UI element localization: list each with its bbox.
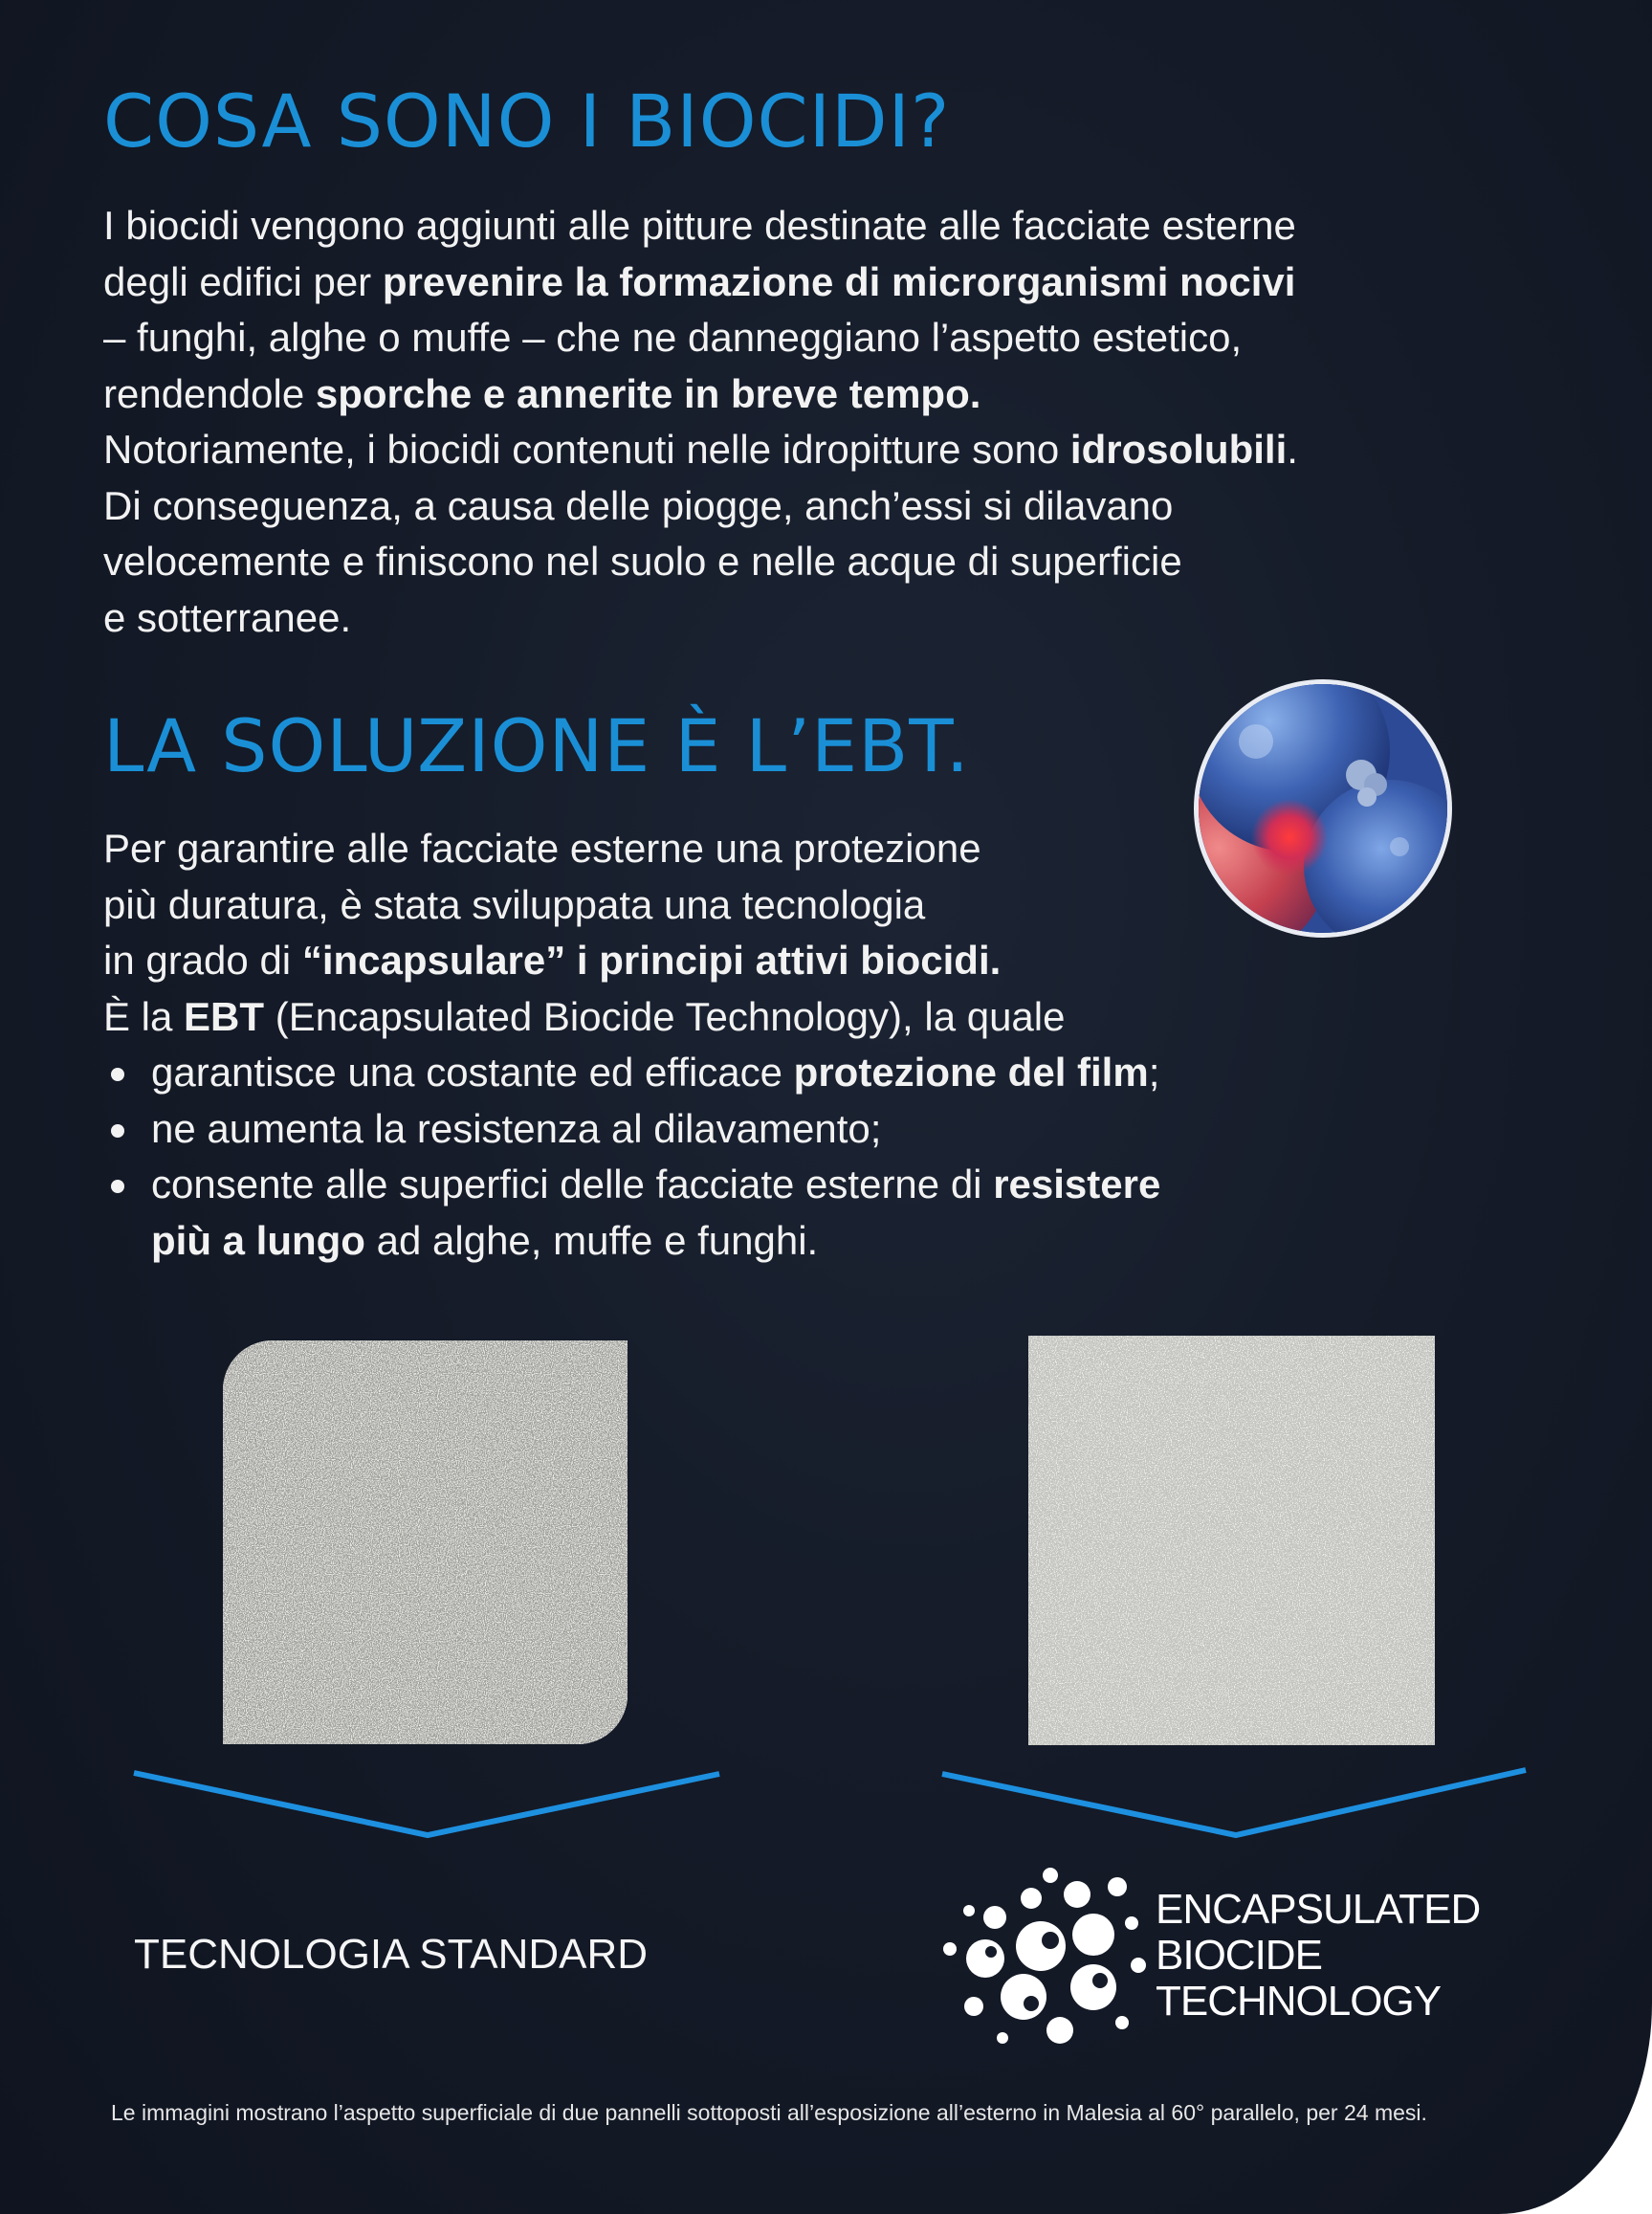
text-segment: e sotterranee. (103, 594, 352, 640)
bullet-item (103, 1045, 1567, 1101)
text-line (103, 590, 1567, 647)
ebt-logo-text (1156, 1887, 1480, 2025)
text-segment: velocemente e finiscono nel suolo e nelle acque di superficie (103, 539, 1182, 584)
ebt-logo-line: TECHNOLOGY (1156, 1978, 1442, 2025)
text-line (103, 534, 1567, 590)
bold-text: EBT (184, 993, 265, 1039)
text-segment: rendendole (103, 370, 316, 416)
bullet-line (151, 1157, 1567, 1213)
label-standard-technology: TECNOLOGIA STANDARD (134, 1931, 649, 1978)
chevron-right-line (942, 1770, 1526, 1835)
ebt-logo-line: ENCAPSULATED (1156, 1886, 1481, 1933)
bold-text: prevenire la formazione di microrganismi nocivi (382, 258, 1296, 304)
text-segment: garantisce una costante ed efficace (151, 1050, 794, 1095)
text-line (103, 422, 1567, 478)
bullet-line (151, 1045, 1567, 1101)
heading-biocides: COSA SONO I BIOCIDI? (103, 78, 951, 164)
paragraph-biocides (103, 198, 1567, 646)
paragraph-ebt (103, 821, 1567, 1269)
text-segment: ; (1148, 1050, 1160, 1095)
ebt-benefits-list (103, 1045, 1567, 1269)
text-segment: Di conseguenza, a causa delle piogge, anch’essi si dilavano (103, 482, 1174, 528)
text-line (103, 366, 1567, 423)
text-segment: consente alle superfici delle facciate esterne di (151, 1162, 994, 1207)
panel-standard-sample (223, 1340, 628, 1744)
bold-text: resistere (993, 1162, 1161, 1207)
bold-text: più a lungo (151, 1217, 365, 1263)
bold-text: “incapsulare” i principi attivi biocidi. (301, 938, 1002, 983)
text-segment: degli edifici per (103, 258, 383, 304)
text-line (103, 821, 1567, 877)
text-segment: È la (103, 993, 185, 1039)
heading-solution: LA SOLUZIONE È L’EBT. (103, 703, 970, 788)
text-line (103, 478, 1567, 535)
panel-ebt-sample (1028, 1336, 1435, 1745)
bullet-item (103, 1157, 1567, 1269)
ebt-logo-line: BIOCIDE (1156, 1932, 1322, 1979)
text-segment: più duratura, è stata sviluppata una tecnologia (103, 881, 926, 927)
text-line (103, 933, 1567, 989)
text-line (103, 310, 1567, 366)
text-line (103, 255, 1567, 311)
text-segment: ad alghe, muffe e funghi. (364, 1217, 819, 1263)
text-segment: – funghi, alghe o muffe – che ne danneggiano l’aspetto estetico, (103, 315, 1243, 360)
chevron-left-line (134, 1773, 719, 1835)
text-segment: I biocidi vengono aggiunti alle pitture destinate alle facciate esterne (103, 203, 1296, 248)
bullet-item (103, 1101, 1567, 1158)
text-line (103, 198, 1567, 255)
text-segment: . (1287, 427, 1298, 472)
text-segment: (Encapsulated Biocide Technology), la quale (264, 993, 1066, 1039)
footnote: Le immagini mostrano l’aspetto superficiale di due pannelli sottoposti all’esposizione all’esterno in Malesia al 60° parallelo, per 24 mesi. (111, 2100, 1427, 2125)
bold-text: idrosolubili (1069, 427, 1288, 472)
text-segment: in grado di (103, 938, 302, 983)
bullet-line (151, 1101, 1567, 1158)
ebt-intro (103, 821, 1567, 1045)
text-segment: Per garantire alle facciate esterne una protezione (103, 826, 981, 871)
text-segment: ne aumenta la resistenza al dilavamento; (151, 1105, 882, 1151)
ebt-bubbles-icon (936, 1858, 1151, 2049)
bullet-line (151, 1213, 1567, 1270)
text-line (103, 989, 1567, 1046)
bold-text: sporche e annerite in breve tempo. (315, 370, 981, 416)
text-line (103, 877, 1567, 934)
bold-text: protezione del film (793, 1050, 1149, 1095)
text-segment: Notoriamente, i biocidi contenuti nelle idropitture sono (103, 427, 1070, 472)
